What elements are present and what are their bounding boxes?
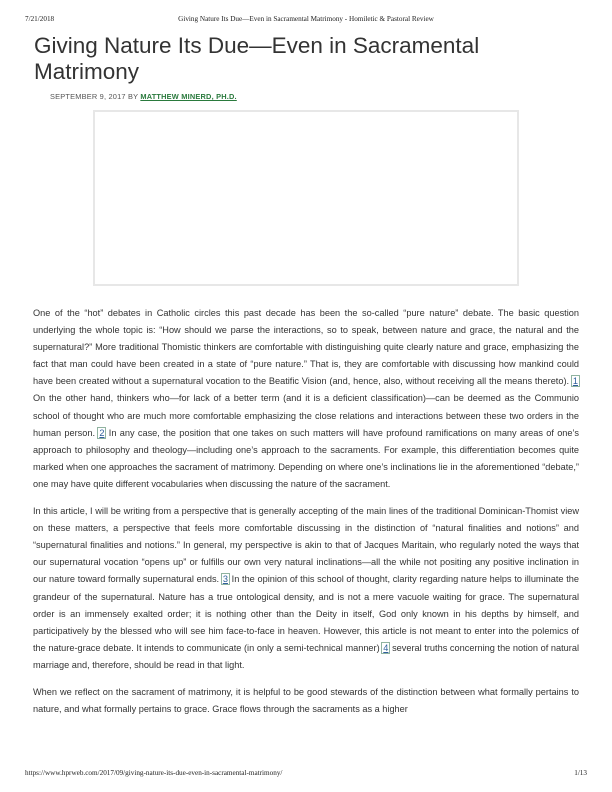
paragraph-3: [33, 684, 579, 718]
article-body: [33, 305, 579, 728]
byline: [50, 92, 237, 101]
author-link[interactable]: MATTHEW MINERD, PH.D.: [140, 92, 237, 101]
paragraph-1-text-b: On the other hand, thinkers who—for lack of a better term (and it is a deficient classification)—can be deemed as the Communio school of thought who are much more comfortable emphasizing the close relations and interactions between these two orders in the human person.: [33, 393, 579, 438]
footnote-link-2[interactable]: 2: [99, 427, 105, 438]
paragraph-2-text-a: In this article, I will be writing from a perspective that is generally accepting of the main lines of the traditional Dominican-Thomist view on these matters, a perspective that feels more comfortable discussing in the distinction of “natural finalities and notions” and “supernatural finalities and notions.” In general, my perspective is akin to that of Jacques Maritain, who regularly noted the ways that our supernatural vocation “opens up” or fulfills our own very natural inclinations—all the while not positing any positive inclination in our nature toward formally supernatural ends.: [33, 506, 579, 585]
print-footer: [25, 769, 587, 781]
print-document-title: Giving Nature Its Due—Even in Sacramental Matrimony - Homiletic & Pastoral Review: [178, 15, 434, 23]
paragraph-1-text-a: One of the “hot” debates in Catholic circles this past decade has been the so-called “pure nature” debate. The basic question underlying the whole topic is: “How should we parse the interactions, so to speak, between nature and grace, the natural and the supernatural?” More traditional Thomistic thinkers are comfortable with distinguishing quite clearly nature and grace, emphasizing the fact that man could have been created in a state of “pure nature.” That is, they are comfortable with discussing how mankind could have been created without a supernatural vocation to the Beatific Vision (and, hence, also, without receiving all the means thereto).: [33, 308, 579, 387]
featured-image-placeholder: [93, 110, 519, 286]
paragraph-1-text-c: In any case, the position that one takes on such matters will have profound ramifications on many areas of one’s approach to philosophy and theology—including one’s approach to the sacraments. For example, this differentiation becomes quite marked when one approaches the sacrament of matrimony. Depending on where one’s inclinations lie in the aforementioned “debate,” one may have quite different vocabularies when discussing the nature of the sacrament.: [33, 427, 579, 489]
paragraph-3-text-a: When we reflect on the sacrament of matrimony, it is helpful to be good stewards of the distinction between what formally pertains to nature, and what formally pertains to grace. Grace flows through the sacraments as a higher: [33, 686, 579, 715]
paragraph-2-text-b: In the opinion of this school of thought, clarity regarding nature helps to illuminate the grandeur of the supernatural. Nature has a true ontological density, and is not a mere vacuole waiting for grace. The supernatural order is an immensely exalted order; it is nothing other than the Deity in itself, God only known in his depths by himself, and participatively by the blessed who will see him face-to-face in heaven. However, this article is not meant to enter into the polemics of the nature-grace debate. It intends to communicate (in only a semi-technical manner): [33, 574, 579, 653]
print-url: https://www.hprweb.com/2017/09/giving-nature-its-due-even-in-sacramental-matrimony/: [25, 769, 283, 777]
footnote-link-1[interactable]: 1: [572, 376, 578, 387]
article-title: Giving Nature Its Due—Even in Sacramental Matrimony: [34, 33, 480, 84]
paragraph-1: [33, 305, 579, 493]
print-header: [25, 15, 587, 27]
print-page-number: 1/13: [574, 769, 587, 777]
footnote-link-3[interactable]: 3: [222, 574, 228, 585]
byline-date: SEPTEMBER 9, 2017 BY: [50, 92, 139, 101]
paragraph-2-text-c: several truths concerning the notion of natural marriage and, therefore, should be read in that light.: [33, 642, 579, 670]
footnote-link-4[interactable]: 4: [383, 642, 389, 653]
paragraph-2: [33, 503, 579, 674]
print-date: 7/21/2018: [25, 15, 55, 23]
